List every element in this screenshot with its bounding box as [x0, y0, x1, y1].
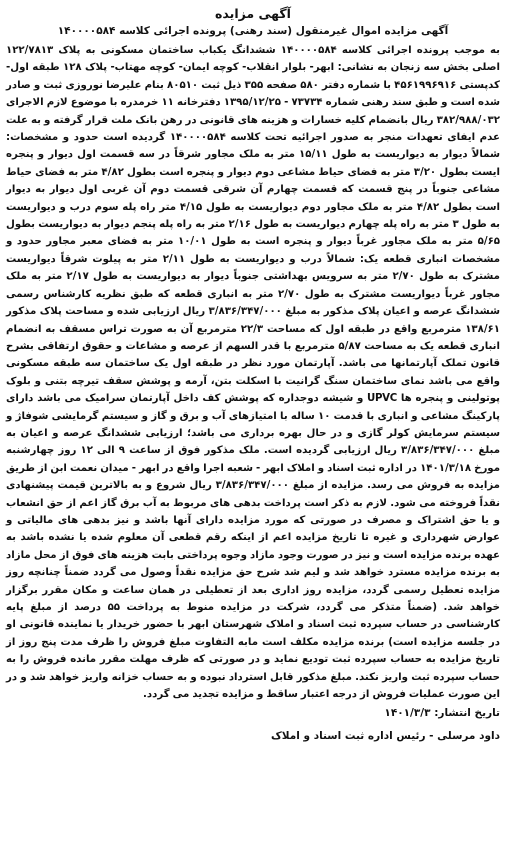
notice-body: به موجب پرونده اجرائی کلاسه ۱۴۰۰۰۰۵۸۴ ششدانگ یکباب ساختمان مسکونی به پلاک ۱۲۲/۷۸۱۳ اصلی بخش سه زنجان به نشانی: ابهر- بلوار انقلاب- کوچه ایمان- کوچه مهتاب- پلاک ۱۲۸ طبقه اول- کدپستی ۴۵۶۱۹۹۶۹۱۶ با شماره دفتر ۵۸۰ صفحه ۳۵۵ ذیل ثبت ۸۰۵۱۰ بنام علیرضا نوروزی ثبت و صادر شده است و طبق سند رهنی شماره ۷۳۷۳۴ - ۱۳۹۵/۱۲/۲۵ دفترخانه ۱۱ خرمدره با موضوع لازم الاجرای ۳۸۲/۹۸۸/۰۳۲ ریال بانضمام کلیه خسارات و هزینه های قانونی در رهن بانک ملت قرار گرفته و به علت عدم ایفای تعهدات منجر به صدور اجرائیه تحت کلاسه ۱۴۰۰۰۰۵۸۴ گردیده است حدود و مشخصات: شمالاً دیوار به دیواریست به طول ۱۵/۱۱ متر به ملک مجاور شرقاً در سه قسمت اول دیوار و پنجره ایست بطول ۳/۲۰ متر به فضای حیاط مشاعی دوم دیوار و پنجره است بطول ۴/۸۲ متر به فضای حیاط مشاعی جنوباً در پنج قسمت که قسمت چهارم آن شرقی قسمت دوم آن غربی اول دیوار به دیوار است بطول ۴/۸۲ متر به ملک مجاور دوم دیواریست به طول ۴/۱۵ متر راه پله سوم درب و دیواریست به طول ۳ متر به راه پله چهارم دیواریست به طول ۲/۱۶ متر به راه پله پنجم دیوار به دیواریست بطول ۵/۶۵ متر به ملک مجاور غرباً دیوار و پنجره است به طول ۱۰/۰۱ متر به فضای معبر مجاور حدود و مشخصات انباری قطعه یک: شمالاً درب و دیواریست به طول ۲/۱۱ متر به پیلوت شرقاً دیواریست مشترک به طول ۲/۷۰ متر به سرویس بهداشتی جنوباً دیوار به دیواریست به طول ۲/۱۷ متر به ملک مجاور غرباً دیواریست مشترک به طول ۲/۷۰ متر به انباری قطعه که طبق نظریه کارشناس رسمی ششدانگ عرصه و اعیان پلاک مذکور به مبلغ ۳/۸۳۶/۳۴۷/۰۰۰ ریال ارزیابی شده و مساحت پلاک مذکور ۱۳۸/۶۱ مترمربع واقع در طبقه اول که مساحت ۲۲/۳ مترمربع آن به صورت تراس مسقف به انضمام انباری قطعه یک به مساحت ۵/۸۷ مترمربع با قدر السهم از عرصه و مشاعات و حقوق ارتفاقی بشرح قانون تملک آپارتمانها می باشد. آپارتمان مورد نظر در طبقه اول یک ساختمان سه طبقه مسکونی واقع می باشد نمای ساختمان سنگ گرانیت با اسکلت بتن، آرمه و پوشش سقف تیرچه بتنی و بلوک پوتولینی و پنجره ها UPVC و شیشه دوجداره که پوشش کف داخل آپارتمان سرامیک می باشد دارای پارکینگ مشاعی و انباری با قدمت ۱۰ ساله با امتیازهای آب و برق و گاز و سیستم گرمایشی شوفاژ و سیستم سرمایش کولر گازی و در حال بهره برداری می باشد؛ ارزیابی ششدانگ عرصه و اعیان به مبلغ ۳/۸۳۶/۳۴۷/۰۰۰ ریال ارزیابی گردیده است. ملک مذکور فوق از ساعت ۹ الی ۱۲ روز چهارشنبه مورخ ۱۴۰۱/۳/۱۸ در اداره ثبت اسناد و املاک ابهر - شعبه اجرا واقع در ابهر - میدان نعمت ابن از طریق مزایده به فروش می رسد. مزایده از مبلغ ۳/۸۳۶/۳۴۷/۰۰۰ ریال شروع و به بالاترین قیمت پیشنهادی نقداً فروخته می شود. لازم به ذکر است پرداخت بدهی های مربوط به آب برق گاز اعم از حق انشعاب و یا حق اشتراک و مصرف در صورتی که مورد مزایده دارای آنها باشد و نیز بدهی های مالیاتی و عوارض شهرداری و غیره تا تاریخ مزایده اعم از اینکه رقم قطعی آن معلوم شده یا نشده باشد به عهده برنده مزایده است و نیز در صورت وجود مازاد وجوه پرداختی بابت هزینه های فوق از محل مازاد به برنده مزایده مسترد خواهد شد و لیم شد شرح حق مزایده نقداً وصول می گردد ضمناً چنانچه روز مزایده تعطیل رسمی گردد، مزایده روز اداری بعد از تعطیلی در همان ساعت و مکان مقرر برگزار خواهد شد. (ضمناً متذکر می گردد، شرکت در مزایده منوط به پرداخت ۵۵ درصد از مبلغ پایه کارشناسی در حساب سپرده ثبت اسناد و املاک شهرستان ابهر با حضور خریدار یا نماینده قانونی او در جلسه مزایده است) برنده مزایده مکلف است مابه التفاوت مبلغ فروش را ظرف مدت پنج روز از تاریخ مزایده به حساب سپرده ثبت تودیع نماید و در صورتی که ظرف مهلت مقرر مانده فروش را به حساب سپرده ثبت واریز نکند. مبلغ مذکور قابل استرداد نبوده و به حساب خزانه واریز خواهد شد و در این صورت عملیات فروش از درجه اعتبار ساقط و مزایده تجدید می گردد.	[6, 45, 501, 701]
publication-date: تاریخ انتشار: ۱۴۰۱/۳/۳	[384, 707, 500, 720]
notice-signature: داود مرسلی - رئیس اداره ثبت اسناد و املاک	[271, 730, 500, 743]
notice-title: آگهی مزایده	[215, 6, 291, 21]
notice-subtitle: آگهی مزایده اموال غیرمنقول (سند رهنی) پرونده اجرائی کلاسه ۱۴۰۰۰۰۵۸۴	[57, 25, 449, 37]
